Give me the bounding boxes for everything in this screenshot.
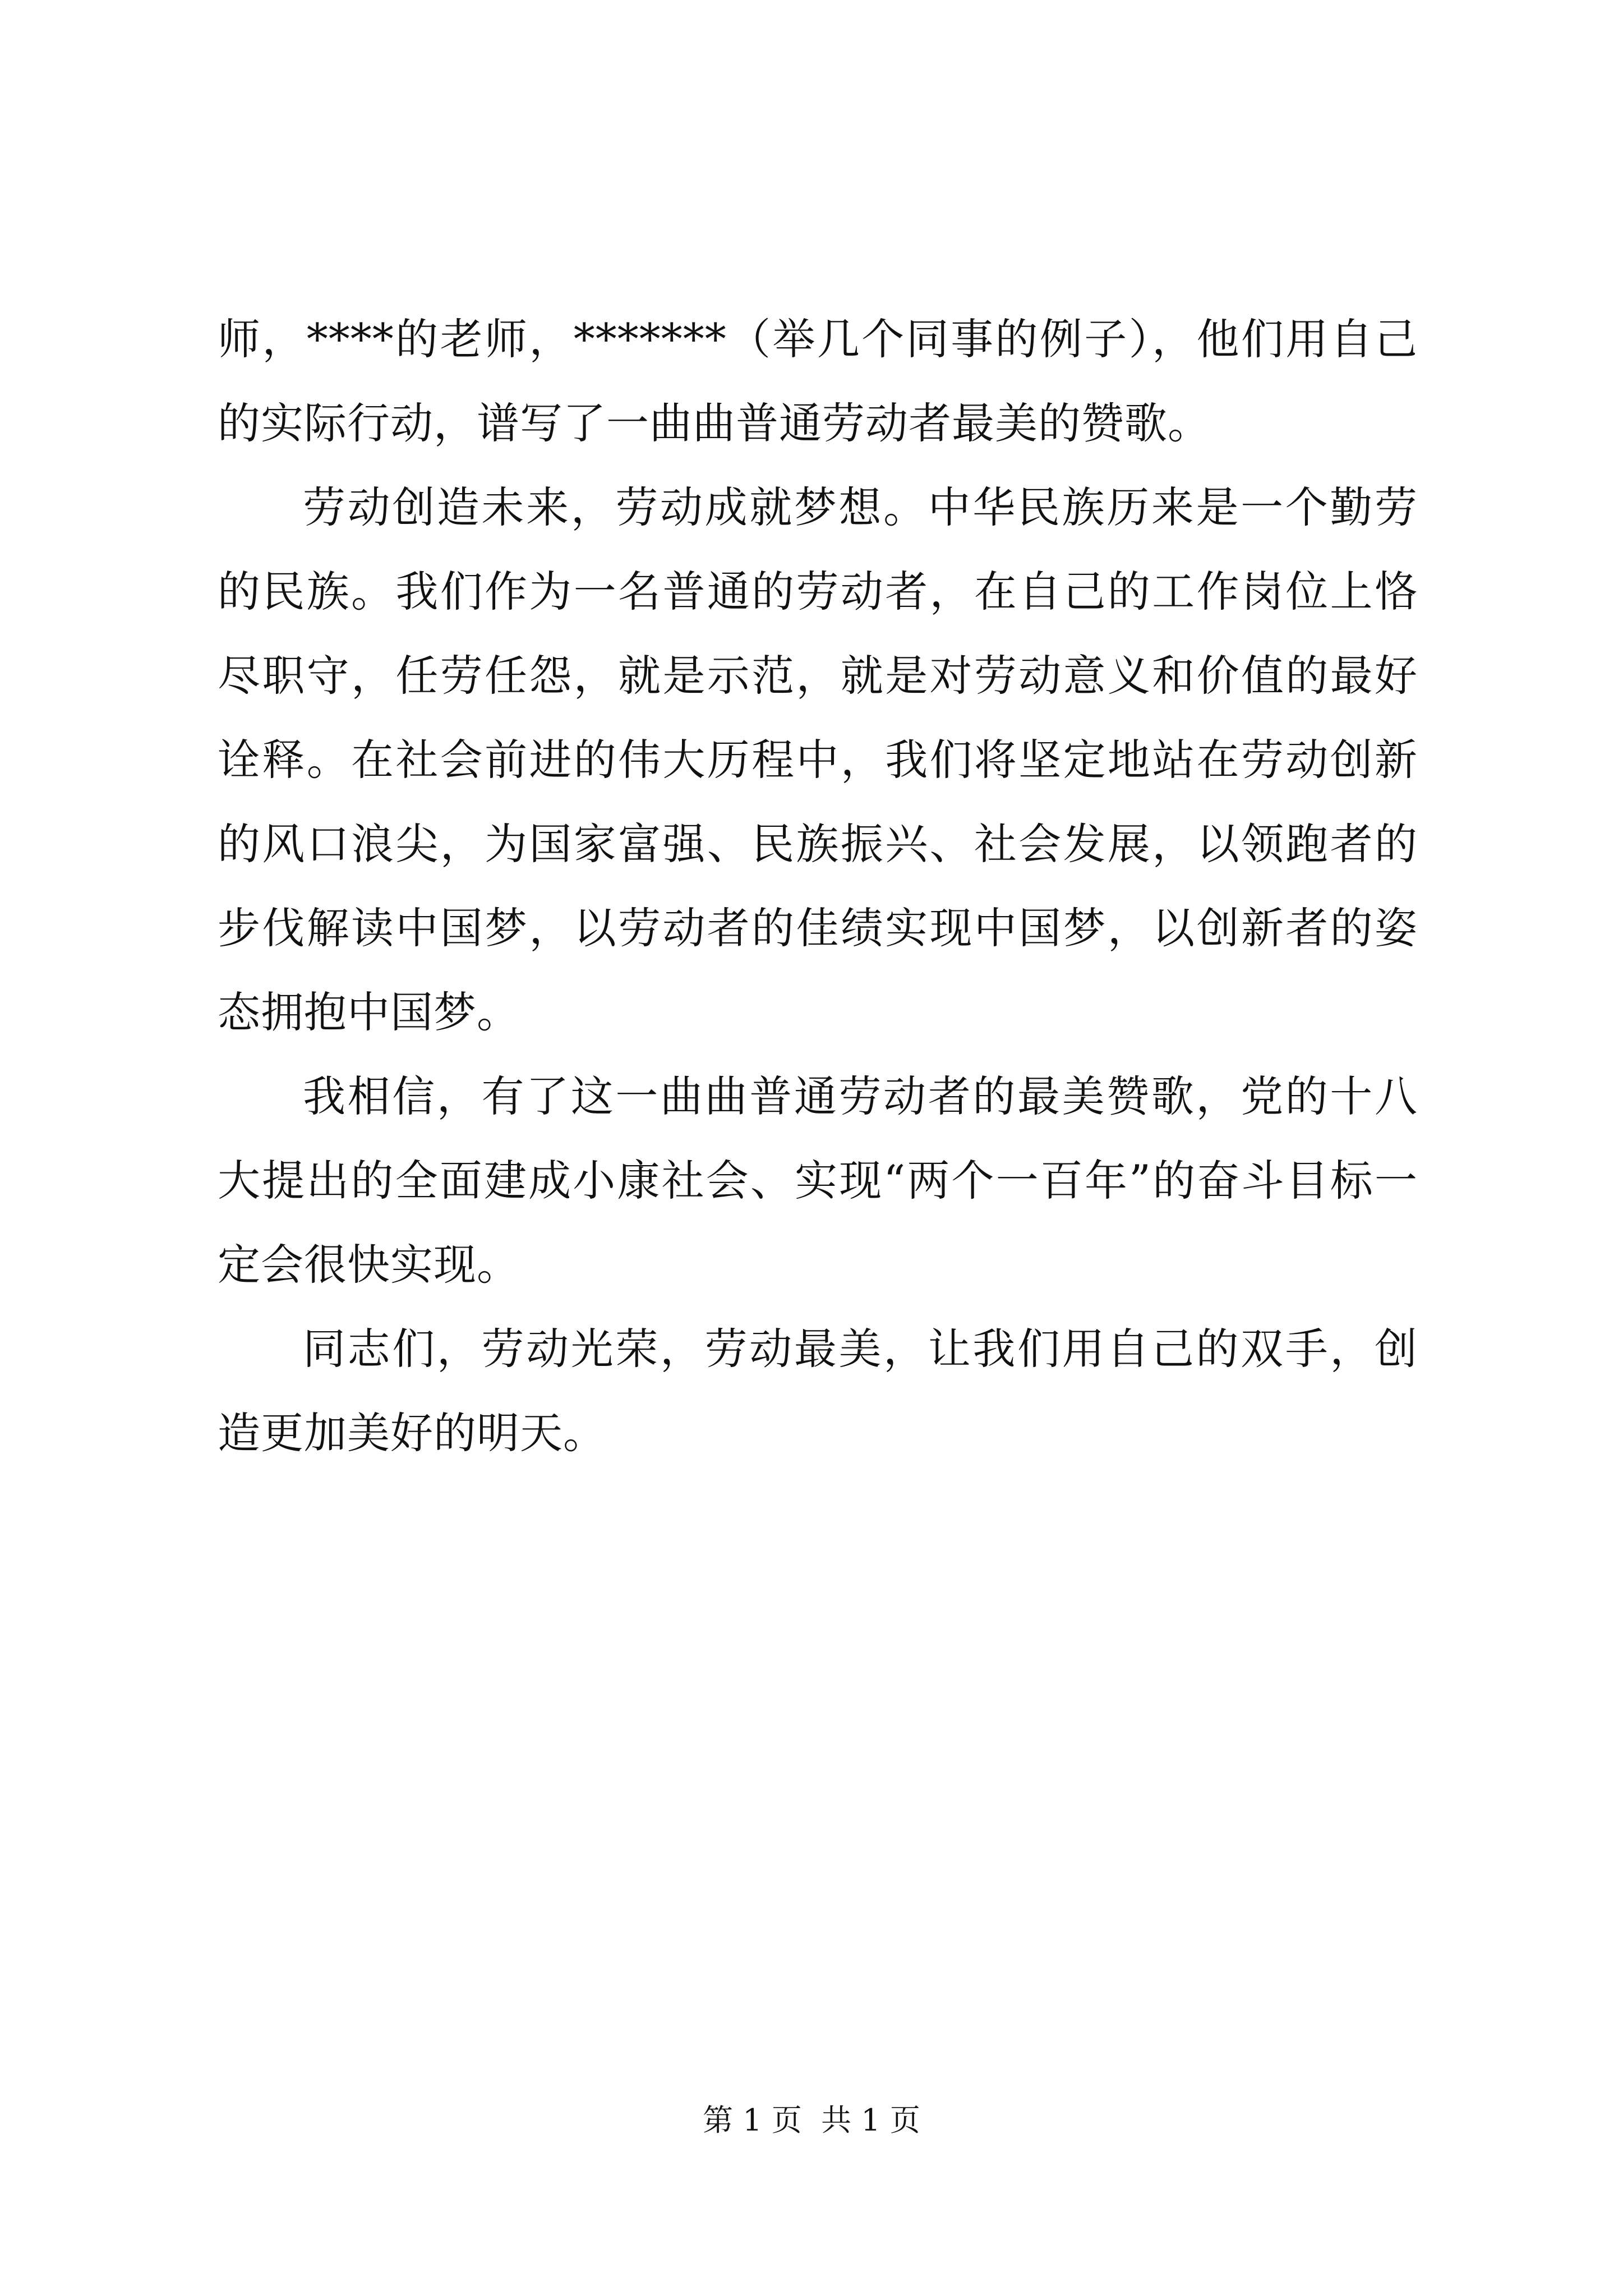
paragraph-2: 劳动创造未来，劳动成就梦想。中华民族历来是一个勤劳的民族。我们作为一名普通的劳动者，在自己的工作岗位上恪尽职守，任劳任怨，就是示范，就是对劳动意义和价值的最好诠释。在社会前进的伟大历程中，我们将坚定地站在劳动创新的风口浪尖，为国家富强、民族振兴、社会发展，以领跑者的步伐解读中国梦，以劳动者的佳绩实现中国梦，以创新者的姿态拥抱中国梦。: [218, 482, 1418, 1037]
paragraph-4: 同志们，劳动光荣，劳动最美，让我们用自己的双手，创造更加美好的明天。: [218, 1324, 1418, 1458]
document-body: [218, 297, 1418, 1475]
paragraph-3: 我相信，有了这一曲曲普通劳动者的最美赞歌，党的十八大提出的全面建成小康社会、实现“两个一百年”的奋斗目标一定会很快实现。: [218, 1071, 1418, 1290]
page-footer: [0, 2101, 1623, 2140]
page-number-label: 第 1 页 共 1 页: [703, 2102, 920, 2138]
paragraph-1: 师，****的老师，*******（举几个同事的例子），他们用自己的实际行动，谱写了一曲曲普通劳动者最美的赞歌。: [218, 314, 1418, 448]
